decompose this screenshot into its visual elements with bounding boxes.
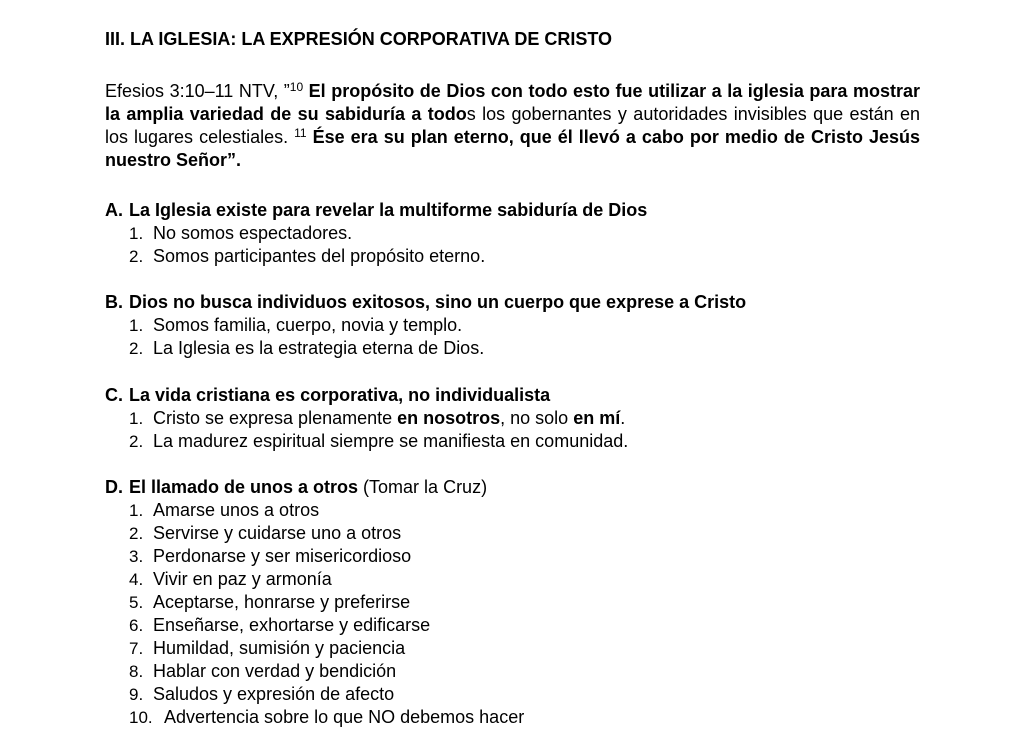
section-d xyxy=(105,476,965,729)
section-letter: C. xyxy=(105,385,123,405)
item-text: Hablar con verdad y bendición xyxy=(153,661,397,681)
section-title: III. LA IGLESIA: LA EXPRESIÓN CORPORATIVA DE CRISTO xyxy=(105,29,613,49)
item-list xyxy=(105,314,965,360)
section-heading-text: El llamado de unos a otros xyxy=(129,477,359,497)
list-item xyxy=(105,245,965,268)
list-item xyxy=(105,614,965,637)
section-heading-text: Dios no busca individuos exitosos, sino un cuerpo que exprese a Cristo xyxy=(129,292,747,312)
section-letter: D. xyxy=(105,477,123,497)
item-text: Humildad, sumisión y paciencia xyxy=(153,638,406,658)
list-item xyxy=(105,430,965,453)
list-item xyxy=(105,545,965,568)
section-a xyxy=(105,199,965,268)
item-text: La Iglesia es la estrategia eterna de Dios. xyxy=(153,338,485,358)
scripture-passage xyxy=(105,80,920,172)
list-item xyxy=(105,499,965,522)
item-text: Aceptarse, honrarse y preferirse xyxy=(153,592,411,612)
list-item xyxy=(105,522,965,545)
verse-number-11: 11 xyxy=(294,126,307,140)
item-text-post: . xyxy=(620,408,626,428)
item-number: 4. xyxy=(129,570,144,589)
section-b xyxy=(105,291,965,360)
list-item xyxy=(105,660,965,683)
list-item xyxy=(105,683,965,706)
passage-bold-text-2: Ése era su plan eterno, que él llevó a cabo por medio de Cristo Jesús nuestro Señor”. xyxy=(105,127,920,170)
list-item xyxy=(105,407,965,430)
item-number: 7. xyxy=(129,639,144,658)
section-heading-text: La vida cristiana es corporativa, no individualista xyxy=(129,385,551,405)
item-number: 1. xyxy=(129,501,144,520)
list-item xyxy=(105,591,965,614)
item-number: 1. xyxy=(129,224,144,243)
item-number: 3. xyxy=(129,547,144,566)
item-text: Servirse y cuidarse uno a otros xyxy=(153,523,402,543)
item-text-mid: , no solo xyxy=(500,408,574,428)
item-text: Somos familia, cuerpo, novia y templo. xyxy=(153,315,463,335)
item-text: Vivir en paz y armonía xyxy=(153,569,332,589)
item-number: 2. xyxy=(129,432,144,451)
section-c xyxy=(105,384,965,453)
item-text: Amarse unos a otros xyxy=(153,500,320,520)
item-emphasis-1: en nosotros xyxy=(397,408,501,428)
section-heading xyxy=(105,384,965,407)
section-letter: B. xyxy=(105,292,123,312)
list-item xyxy=(105,314,965,337)
item-list xyxy=(105,222,965,268)
item-number: 5. xyxy=(129,593,144,612)
item-number: 1. xyxy=(129,409,144,428)
passage-bold-text-1: El propósito de Dios con todo esto fue utilizar a la iglesia para mostrar la amplia variedad de su sabiduría a todo xyxy=(105,81,920,124)
item-text-pre: Cristo se expresa plenamente xyxy=(153,408,398,428)
list-item xyxy=(105,222,965,245)
item-text: Somos participantes del propósito eterno. xyxy=(153,246,486,266)
item-number: 9. xyxy=(129,685,144,704)
item-number: 8. xyxy=(129,662,144,681)
item-text: Enseñarse, exhortarse y edificarse xyxy=(153,615,431,635)
section-letter: A. xyxy=(105,200,123,220)
list-item xyxy=(105,568,965,591)
item-number: 2. xyxy=(129,339,144,358)
item-number: 6. xyxy=(129,616,144,635)
item-text: Perdonarse y ser misericordioso xyxy=(153,546,412,566)
item-number: 1. xyxy=(129,316,144,335)
item-list xyxy=(105,499,965,729)
section-heading xyxy=(105,199,965,222)
item-list xyxy=(105,407,965,453)
list-item xyxy=(105,706,965,729)
passage-normal-text: s los gobernantes y autoridades invisibles que están en los lugares celestiales. xyxy=(105,104,920,147)
verse-number-10: 10 xyxy=(289,80,304,94)
list-item xyxy=(105,637,965,660)
item-text: La madurez espiritual siempre se manifiesta en comunidad. xyxy=(153,431,629,451)
item-number: 10. xyxy=(129,708,153,727)
section-heading-subtitle: (Tomar la Cruz) xyxy=(358,477,488,497)
item-text: No somos espectadores. xyxy=(153,223,353,243)
section-heading xyxy=(105,476,965,499)
item-text: Saludos y expresión de afecto xyxy=(153,684,395,704)
item-number: 2. xyxy=(129,247,144,266)
item-text: Advertencia sobre lo que NO debemos hacer xyxy=(164,707,525,727)
section-heading-text: La Iglesia existe para revelar la multiforme sabiduría de Dios xyxy=(129,200,648,220)
section-heading xyxy=(105,291,965,314)
passage-reference: Efesios 3:10–11 NTV, ” xyxy=(105,81,290,101)
item-number: 2. xyxy=(129,524,144,543)
item-emphasis-2: en mí xyxy=(573,408,621,428)
list-item xyxy=(105,337,965,360)
